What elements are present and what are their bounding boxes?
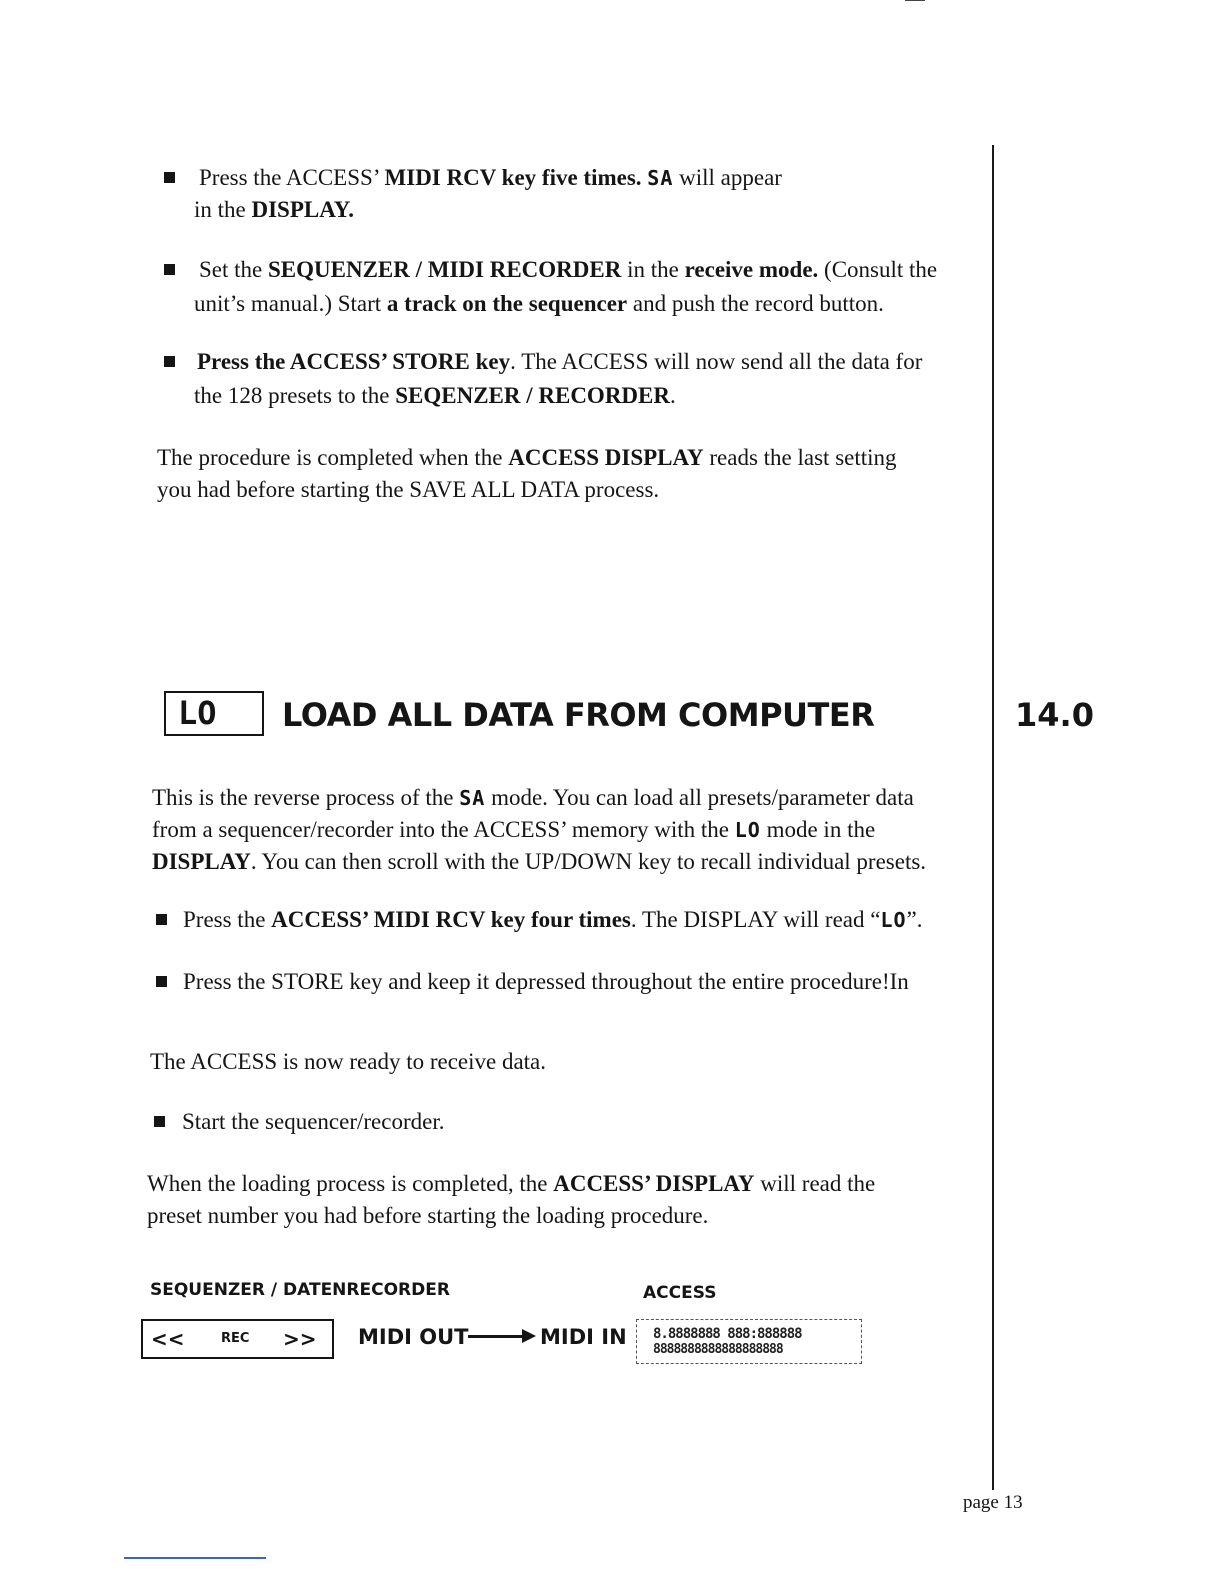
para-completed-line2	[157, 474, 659, 506]
bullet-text-line2	[194, 194, 354, 226]
text-run: SA	[647, 166, 674, 190]
page-number: page 13	[963, 1492, 1023, 1513]
text-run: When the loading process is completed, the	[147, 1171, 554, 1196]
lcd-row-top: 8.8888888 888:888888	[653, 1326, 802, 1342]
access-lcd-display	[636, 1319, 862, 1364]
bullet-text	[183, 904, 923, 936]
text-run: ACCESS’ MIDI RCV key four times	[271, 907, 631, 932]
section-number: 14.0	[1015, 696, 1094, 734]
top-mark	[905, 0, 925, 1]
text-run: Press the ACCESS’	[199, 165, 385, 190]
bullet-square-icon	[156, 914, 167, 925]
text-run: MIDI RCV key five times.	[384, 165, 648, 190]
text-run: . The ACCESS will now send all the data for	[510, 349, 923, 374]
bullet-text	[199, 162, 782, 194]
text-run: Set the	[199, 257, 268, 282]
diagram-sequencer-label: SEQUENZER / DATENRECORDER	[150, 1280, 450, 1300]
text-run: Press the ACCESS’ STORE key	[197, 349, 511, 374]
lcd-row-bottom: 8888888888888888888	[653, 1342, 783, 1357]
text-run: receive mode.	[684, 257, 819, 282]
diagram-access-label: ACCESS	[643, 1283, 717, 1303]
para-reverse-line2	[152, 814, 875, 846]
margin-rule	[992, 145, 994, 1490]
text-run: ACCESS DISPLAY	[508, 445, 704, 470]
text-run: ACCESS’ DISPLAY	[553, 1171, 755, 1196]
midi-in-label: MIDI IN	[540, 1325, 627, 1349]
text-run: ”.	[906, 907, 923, 932]
bullet-text	[199, 254, 937, 286]
text-run: Press the	[183, 907, 272, 932]
text-run: preset number you had before starting the loading procedure.	[147, 1203, 709, 1228]
bullet-square-icon	[154, 1116, 165, 1127]
arrow-right-icon	[468, 1335, 530, 1338]
para-reverse-line1	[152, 782, 914, 814]
para-loading-line2	[147, 1200, 708, 1232]
text-run: SA	[459, 786, 486, 810]
bullet-square-icon	[164, 264, 175, 275]
bullet-text: Start the sequencer/recorder.	[182, 1109, 445, 1134]
mode-display-box: LO	[164, 691, 264, 736]
para-completed-line1	[157, 442, 897, 474]
text-run: This is the reverse process of the	[152, 785, 460, 810]
text-run: mode. You can load all presets/parameter data	[485, 785, 914, 810]
text-run: a track on the sequencer	[386, 291, 628, 316]
para-reverse-line3	[152, 846, 926, 878]
sequencer-transport	[141, 1319, 334, 1359]
text-run: The procedure is completed when the	[157, 445, 509, 470]
forward-icon: >>	[283, 1327, 317, 1351]
text-run: from a sequencer/recorder into the ACCESS’ memory with the	[152, 817, 735, 842]
text-run: (Consult the	[818, 257, 938, 282]
text-run: SEQUENZER / MIDI RECORDER	[268, 257, 622, 282]
text-run: . The DISPLAY will read “	[630, 907, 881, 932]
bullet-text	[197, 346, 922, 378]
text-run: LO	[734, 818, 761, 842]
bullet-text-line2	[194, 288, 884, 320]
text-run: LO	[880, 908, 907, 932]
bullet-text	[183, 966, 909, 998]
text-run: in the	[621, 257, 685, 282]
rewind-icon: <<	[151, 1327, 185, 1351]
bottom-rule	[124, 1557, 266, 1559]
bullet-square-icon	[164, 172, 175, 183]
bullet-square-icon	[164, 356, 175, 367]
text-run: Press the STORE key and keep it depressed throughout the entire procedure!In	[183, 969, 909, 994]
text-run: you had before starting the SAVE ALL DATA process.	[157, 477, 660, 502]
text-run: in the	[194, 197, 252, 222]
rec-label: REC	[221, 1331, 250, 1346]
text-run: mode in the	[760, 817, 876, 842]
section-title: LOAD ALL DATA FROM COMPUTER	[282, 696, 875, 734]
text-run: DISPLAY.	[251, 197, 354, 222]
text-run: .	[670, 383, 676, 408]
text-run: the 128 presets to the	[194, 383, 396, 408]
text-run: will read the	[754, 1171, 876, 1196]
bullet-text-line2	[194, 380, 676, 412]
text-run: DISPLAY	[152, 849, 251, 874]
para-ready: The ACCESS is now ready to receive data.	[150, 1049, 547, 1074]
text-run: . You can then scroll with the UP/DOWN key to recall individual presets.	[250, 849, 927, 874]
bullet-square-icon	[156, 976, 167, 987]
text-run: will appear	[673, 165, 782, 190]
para-loading-line1	[147, 1168, 875, 1200]
text-run: SEQENZER / RECORDER	[395, 383, 670, 408]
text-run: unit’s manual.) Start	[194, 291, 387, 316]
midi-out-label: MIDI OUT	[358, 1325, 469, 1349]
text-run: and push the record button.	[627, 291, 884, 316]
text-run: reads the last setting	[703, 445, 897, 470]
